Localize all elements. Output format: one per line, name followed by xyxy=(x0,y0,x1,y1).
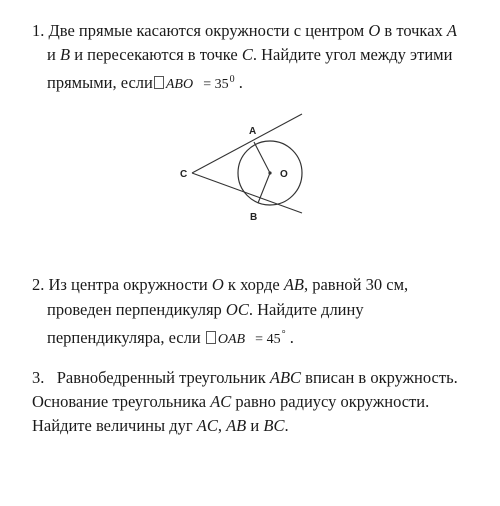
problem-3-text-a: Равнобедренный треугольник xyxy=(56,368,266,387)
problem-1-line-1 xyxy=(32,20,457,42)
var-o: O xyxy=(368,21,381,40)
problem-1-line-3 xyxy=(47,69,243,96)
var-b: B xyxy=(59,45,71,64)
var-a: A xyxy=(446,21,457,40)
problem-3-text-e: Найдите величины дуг xyxy=(32,416,193,435)
problem-1-text-b: в точках xyxy=(384,21,443,40)
problem-1-text-e: . Найдите угол между этими xyxy=(252,45,453,64)
angle-symbol-icon xyxy=(206,331,216,344)
arc-ac: AC xyxy=(196,416,218,435)
problem-2-line-3 xyxy=(47,324,294,351)
problem-1-text-d: и пересекаются в точке xyxy=(74,45,238,64)
problem-3-text-c: Основание треугольника xyxy=(32,392,207,411)
problem-2-text-f: перпендикуляра, если xyxy=(47,328,201,347)
angle-symbol-icon xyxy=(154,76,164,89)
angle-oab: OAB xyxy=(217,332,246,347)
center-point xyxy=(268,171,271,174)
sep-and: и xyxy=(250,416,260,435)
problem-3-text-d: равно радиусу окружности. xyxy=(235,392,430,411)
var-ab: AB xyxy=(283,275,304,294)
degree-sign-2: ° xyxy=(281,329,286,340)
problem-2-text-e: . Найдите длину xyxy=(248,300,364,319)
problem-2-text-c: , равной 30 см, xyxy=(303,275,409,294)
tangent-circle-figure xyxy=(170,112,330,222)
label-o: O xyxy=(280,169,288,180)
arc-bc: BC xyxy=(263,416,285,435)
var-ac: AC xyxy=(210,392,232,411)
problem-1-text-a: Две прямые касаются окружности с центром xyxy=(48,21,365,40)
angle-value: = 35 xyxy=(203,77,229,92)
problem-2-text-d: проведен перпендикуляр xyxy=(47,300,222,319)
problem-3-end: . xyxy=(284,416,289,435)
problem-3-line-3 xyxy=(32,415,289,437)
label-a: A xyxy=(249,126,257,137)
var-abc: ABC xyxy=(269,368,302,387)
problem-1-text-c: и xyxy=(47,45,56,64)
problem-2-number: 2. xyxy=(32,275,45,294)
problem-1-line-2 xyxy=(47,44,452,66)
problem-1-end: . xyxy=(238,73,243,92)
var-o-2: O xyxy=(211,275,224,294)
problem-2-text-a: Из центра окружности xyxy=(48,275,208,294)
problem-1-number: 1. xyxy=(32,21,45,40)
problem-2-line-2 xyxy=(47,299,364,321)
problem-3-text-b: вписан в окружность. xyxy=(305,368,458,387)
radius-ob xyxy=(258,173,270,203)
problem-2-line-1 xyxy=(32,274,408,296)
degree-sign: 0 xyxy=(229,74,235,85)
arc-ab: AB xyxy=(226,416,247,435)
var-c: C xyxy=(241,45,253,64)
label-b: B xyxy=(250,212,258,222)
angle-abo: ABO xyxy=(165,77,194,92)
var-oc: OC xyxy=(225,300,249,319)
problem-3-number: 3. xyxy=(32,368,45,387)
problem-2-end: . xyxy=(289,328,294,347)
tangent-line-a xyxy=(192,114,302,173)
problem-1-text-f: прямыми, если xyxy=(47,73,153,92)
sep-comma: , xyxy=(217,416,222,435)
problem-3-line-1 xyxy=(32,367,458,389)
problem-3-line-2 xyxy=(32,391,429,413)
radius-oa xyxy=(254,142,270,173)
problem-2-text-b: к хорде xyxy=(227,275,280,294)
label-c: C xyxy=(180,169,188,180)
angle-value-2: = 45 xyxy=(255,332,281,347)
